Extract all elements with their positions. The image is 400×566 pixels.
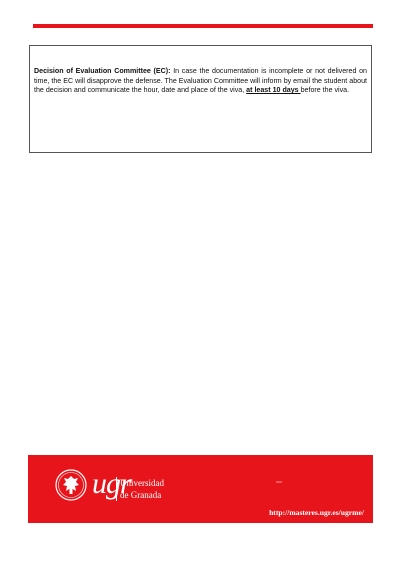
ec-decision-tail: before the viva. — [300, 86, 350, 95]
ugr-wordmark: ugr — [92, 467, 131, 500]
ec-decision-box — [29, 45, 372, 153]
header-rule — [33, 24, 373, 28]
masters-url-link[interactable]: http://masteres.ugr.es/ugrme/ — [269, 508, 364, 517]
university-crest-icon — [54, 469, 90, 501]
ec-deadline-emphasis: at least 10 days — [246, 86, 301, 95]
ec-decision-text — [34, 67, 367, 96]
university-name-line2: de Granada — [120, 490, 162, 500]
ec-decision-heading: Decision of Evaluation Committee (EC): — [34, 67, 171, 75]
university-name — [116, 477, 164, 501]
footer-banner — [28, 455, 373, 523]
ec-decision-body: In case the documentation is incomplete or not delivered on time, the EC will disapprove the defense. The Evaluation Committee will inform by email the student about the decision and communicate the hour, date and place of the viva, — [34, 67, 367, 95]
decorative-dots — [276, 481, 282, 483]
university-name-line1: Universidad — [120, 478, 164, 488]
